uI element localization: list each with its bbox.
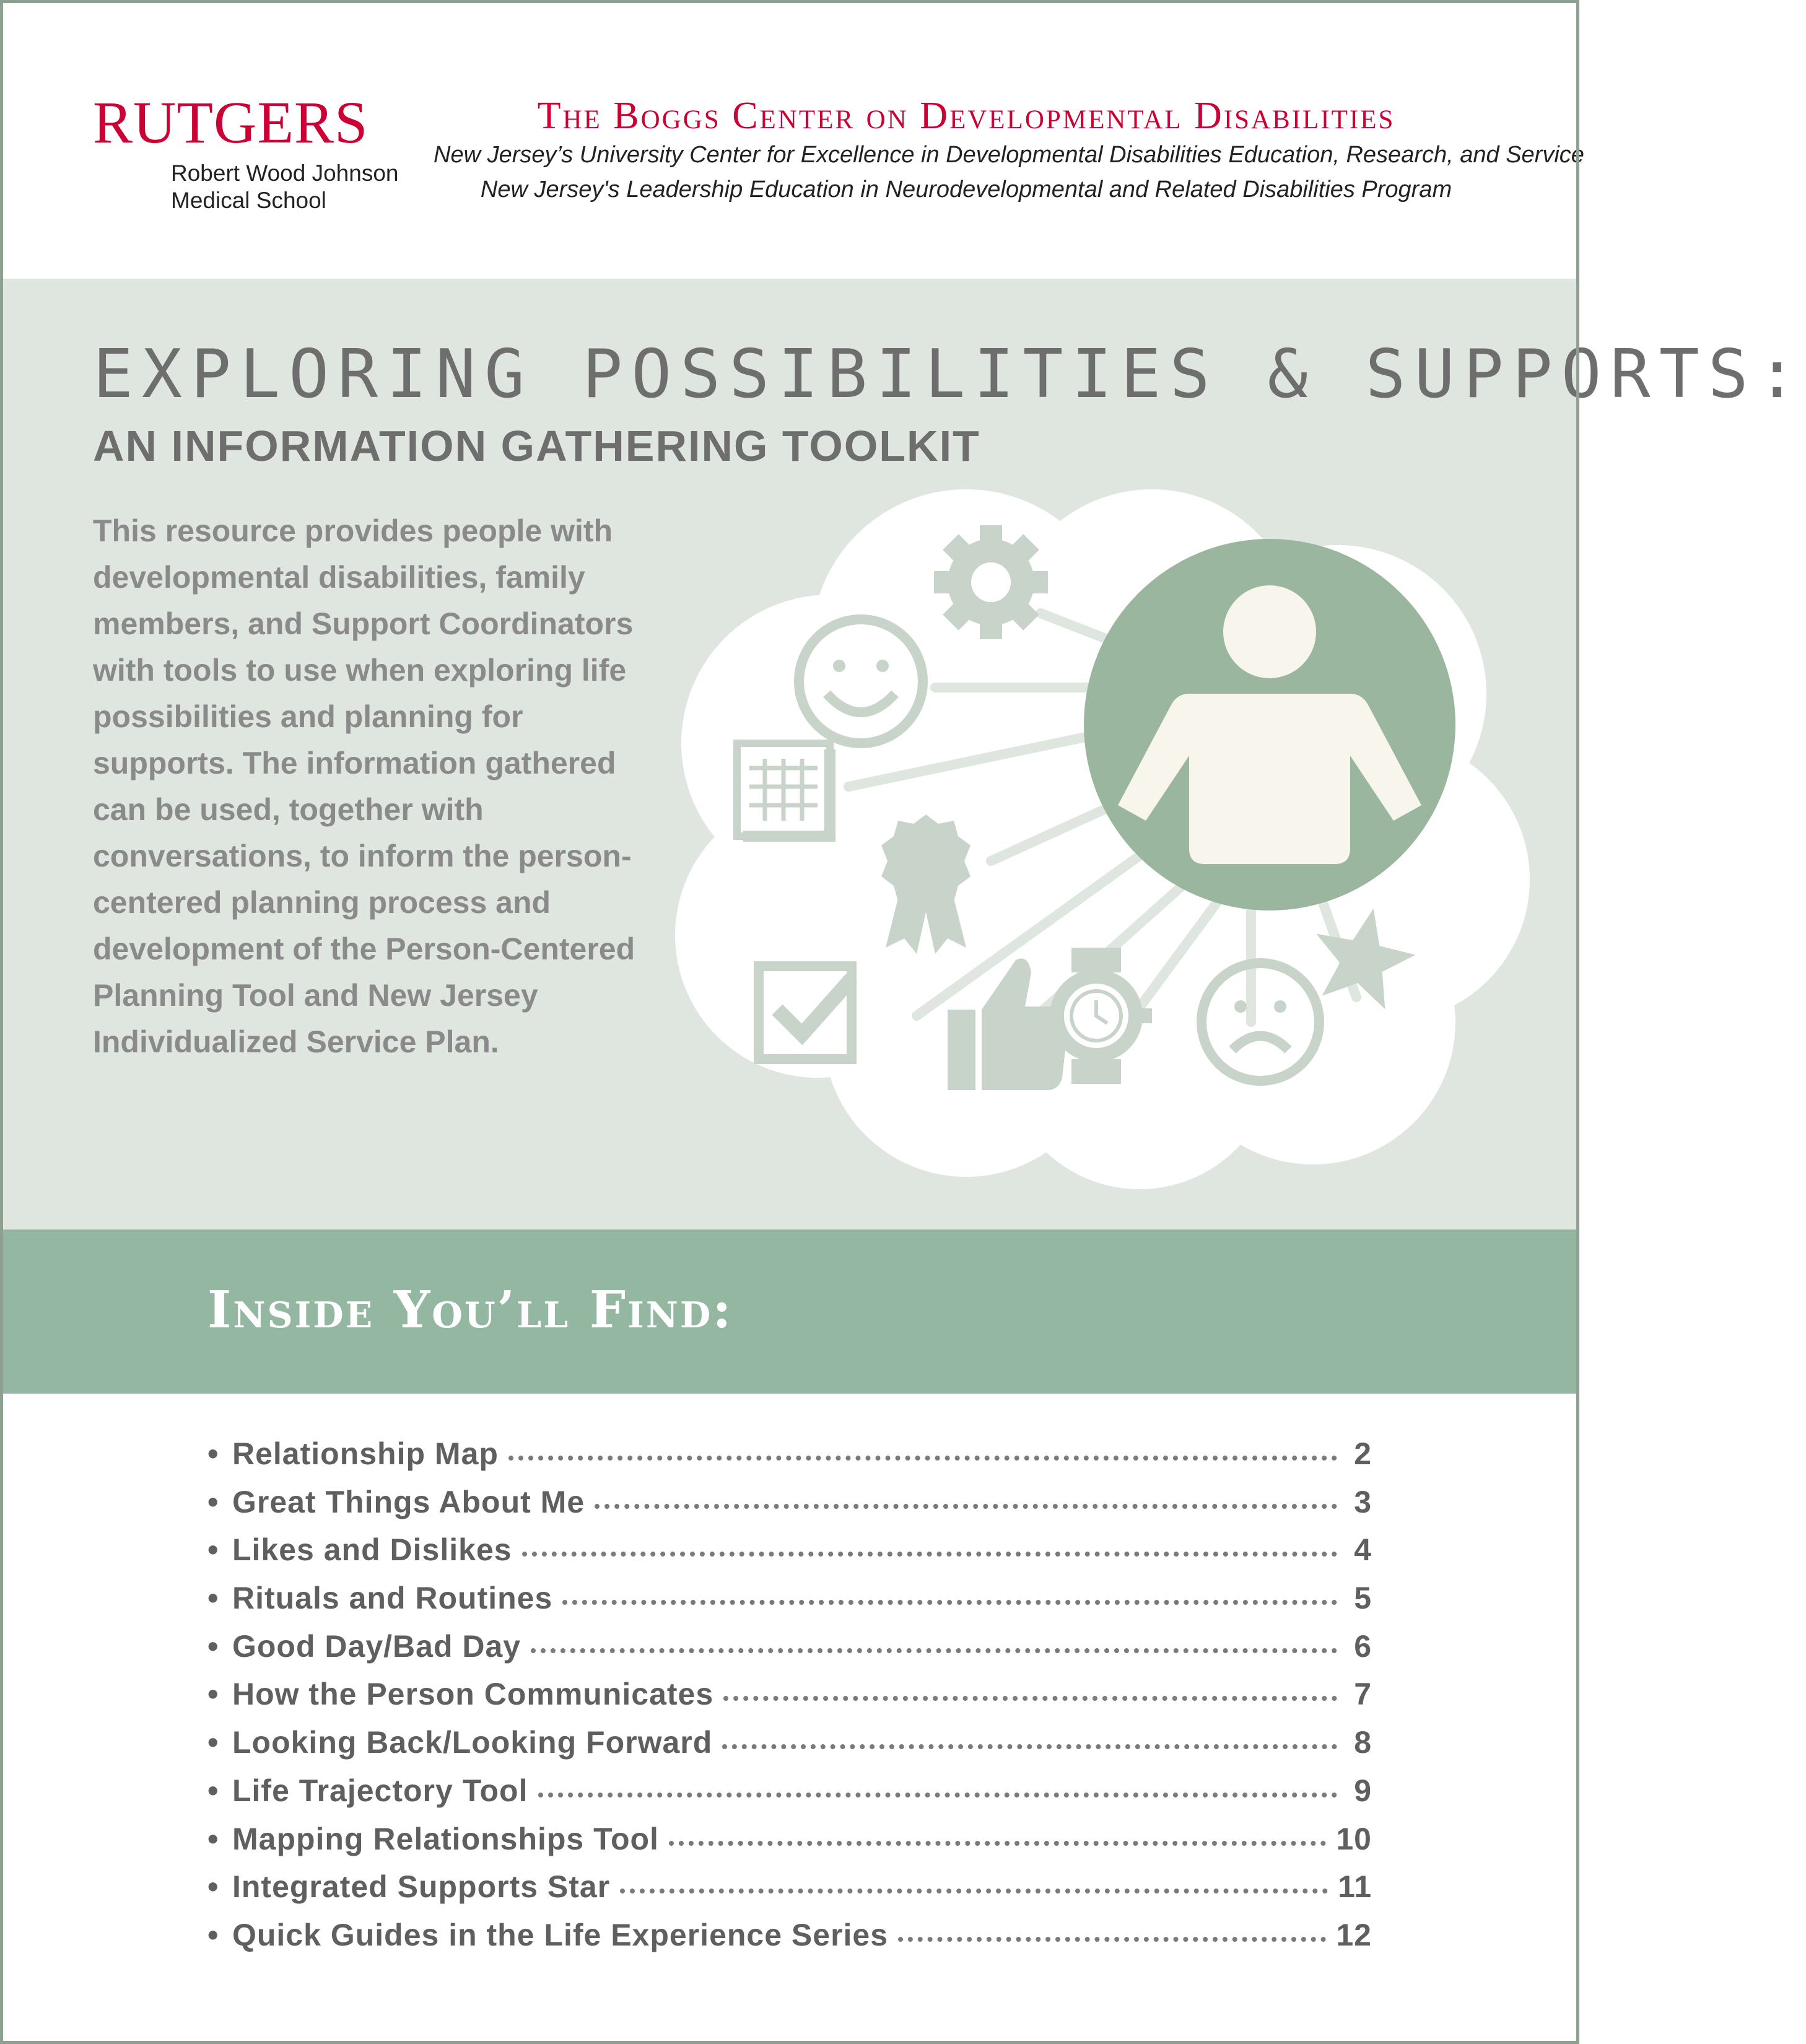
toc-item-label: Good Day/Bad Day bbox=[232, 1628, 521, 1664]
toc-leader-dots bbox=[669, 1841, 1326, 1846]
toc-page-number: 7 bbox=[1354, 1677, 1372, 1712]
toc-item-label: Looking Back/Looking Forward bbox=[232, 1725, 713, 1760]
toc-page-number: 2 bbox=[1354, 1436, 1372, 1471]
toc-leader-dots bbox=[620, 1889, 1328, 1893]
header bbox=[0, 0, 1584, 279]
toolkit-illustration bbox=[644, 477, 1524, 1189]
toc-leader-dots bbox=[723, 1696, 1337, 1701]
toc-leader-dots bbox=[898, 1937, 1326, 1942]
toc-item-label: Quick Guides in the Life Experience Series bbox=[232, 1917, 889, 1952]
toc-item-label: Great Things About Me bbox=[232, 1484, 585, 1519]
page-title: EXPLORING POSSIBILITIES & SUPPORTS: bbox=[93, 336, 1806, 413]
toc-item-label: Relationship Map bbox=[232, 1436, 499, 1471]
bullet-icon: • bbox=[207, 1484, 219, 1519]
boggs-center-title: The Boggs Center on Developmental Disabilities bbox=[537, 95, 1395, 137]
toc-item[interactable] bbox=[207, 1484, 1372, 1532]
bullet-icon: • bbox=[207, 1532, 219, 1568]
bullet-icon: • bbox=[207, 1773, 219, 1808]
toc-page-number: 9 bbox=[1354, 1773, 1372, 1808]
toc-item-label: Life Trajectory Tool bbox=[232, 1773, 528, 1808]
bullet-icon: • bbox=[207, 1581, 219, 1616]
toc-item[interactable] bbox=[207, 1821, 1372, 1869]
inside-band bbox=[0, 1229, 1579, 1394]
rutgers-wordmark: RUTGERS bbox=[93, 89, 369, 155]
hero-section bbox=[0, 279, 1806, 1229]
toc-item[interactable] bbox=[207, 1676, 1372, 1724]
toc-item-label: How the Person Communicates bbox=[232, 1677, 714, 1712]
bullet-icon: • bbox=[207, 1821, 219, 1856]
boggs-center-subtitle-2: New Jersey's Leadership Education in Neurodevelopmental and Related Disabilities Program bbox=[480, 177, 1452, 203]
bullet-icon: • bbox=[207, 1725, 219, 1760]
bullet-icon: • bbox=[207, 1677, 219, 1712]
person-icon bbox=[1084, 539, 1455, 911]
toc-item[interactable] bbox=[207, 1724, 1372, 1773]
school-name bbox=[171, 160, 431, 214]
bullet-icon: • bbox=[207, 1917, 219, 1952]
school-name-line1: Robert Wood Johnson bbox=[171, 160, 399, 186]
boggs-center-heading bbox=[434, 94, 1584, 207]
toc-page-number: 11 bbox=[1338, 1869, 1372, 1905]
toc-item[interactable] bbox=[207, 1917, 1372, 1965]
intro-paragraph: This resource provides people with developmental disabilities, family members, and Support Coordinators with tools to use when exploring life possibilities and planning for supports. The information gathered can be used, together with conversations, to inform the person-centered planning process and development of the Person-Centered Planning Tool and New Jersey Individualized Service Plan. bbox=[93, 513, 635, 1059]
toc-leader-dots bbox=[595, 1504, 1337, 1509]
toc-item-label: Likes and Dislikes bbox=[232, 1532, 512, 1568]
bullet-icon: • bbox=[207, 1628, 219, 1664]
inside-heading: Inside You’ll Find: bbox=[207, 1280, 733, 1340]
school-name-line2: Medical School bbox=[171, 188, 326, 213]
toc-leader-dots bbox=[522, 1552, 1337, 1557]
toc-page-number: 3 bbox=[1354, 1484, 1372, 1519]
toc-page-number: 5 bbox=[1354, 1581, 1372, 1616]
toc-item[interactable] bbox=[207, 1773, 1372, 1821]
toc-leader-dots bbox=[562, 1600, 1337, 1605]
toc-page-number: 4 bbox=[1354, 1532, 1372, 1568]
toc-item[interactable] bbox=[207, 1580, 1372, 1628]
toc-page-number: 12 bbox=[1336, 1917, 1372, 1952]
toc-page-number: 6 bbox=[1354, 1628, 1372, 1664]
toc-item[interactable] bbox=[207, 1436, 1372, 1484]
boggs-center-subtitle-1: New Jersey’s University Center for Excellence in Developmental Disabilities Education, Research, and Service bbox=[434, 142, 1584, 168]
toc-item-label: Rituals and Routines bbox=[232, 1581, 553, 1616]
toc-page-number: 10 bbox=[1336, 1821, 1372, 1856]
toc-item[interactable] bbox=[207, 1628, 1372, 1677]
toc-leader-dots bbox=[531, 1648, 1337, 1653]
rutgers-logo[interactable] bbox=[93, 89, 399, 213]
table-of-contents bbox=[207, 1436, 1372, 1965]
toc-item[interactable] bbox=[207, 1869, 1372, 1917]
gear-icon bbox=[934, 525, 1048, 639]
toc-item-label: Mapping Relationships Tool bbox=[232, 1821, 659, 1856]
bullet-icon: • bbox=[207, 1436, 219, 1471]
toc-item[interactable] bbox=[207, 1532, 1372, 1580]
toc-item-label: Integrated Supports Star bbox=[232, 1869, 611, 1905]
page-subtitle: AN INFORMATION GATHERING TOOLKIT bbox=[93, 422, 980, 470]
toc-leader-dots bbox=[508, 1456, 1337, 1461]
toc-leader-dots bbox=[722, 1744, 1337, 1749]
toc-page-number: 8 bbox=[1354, 1725, 1372, 1760]
bullet-icon: • bbox=[207, 1869, 219, 1905]
toc-leader-dots bbox=[538, 1793, 1338, 1797]
